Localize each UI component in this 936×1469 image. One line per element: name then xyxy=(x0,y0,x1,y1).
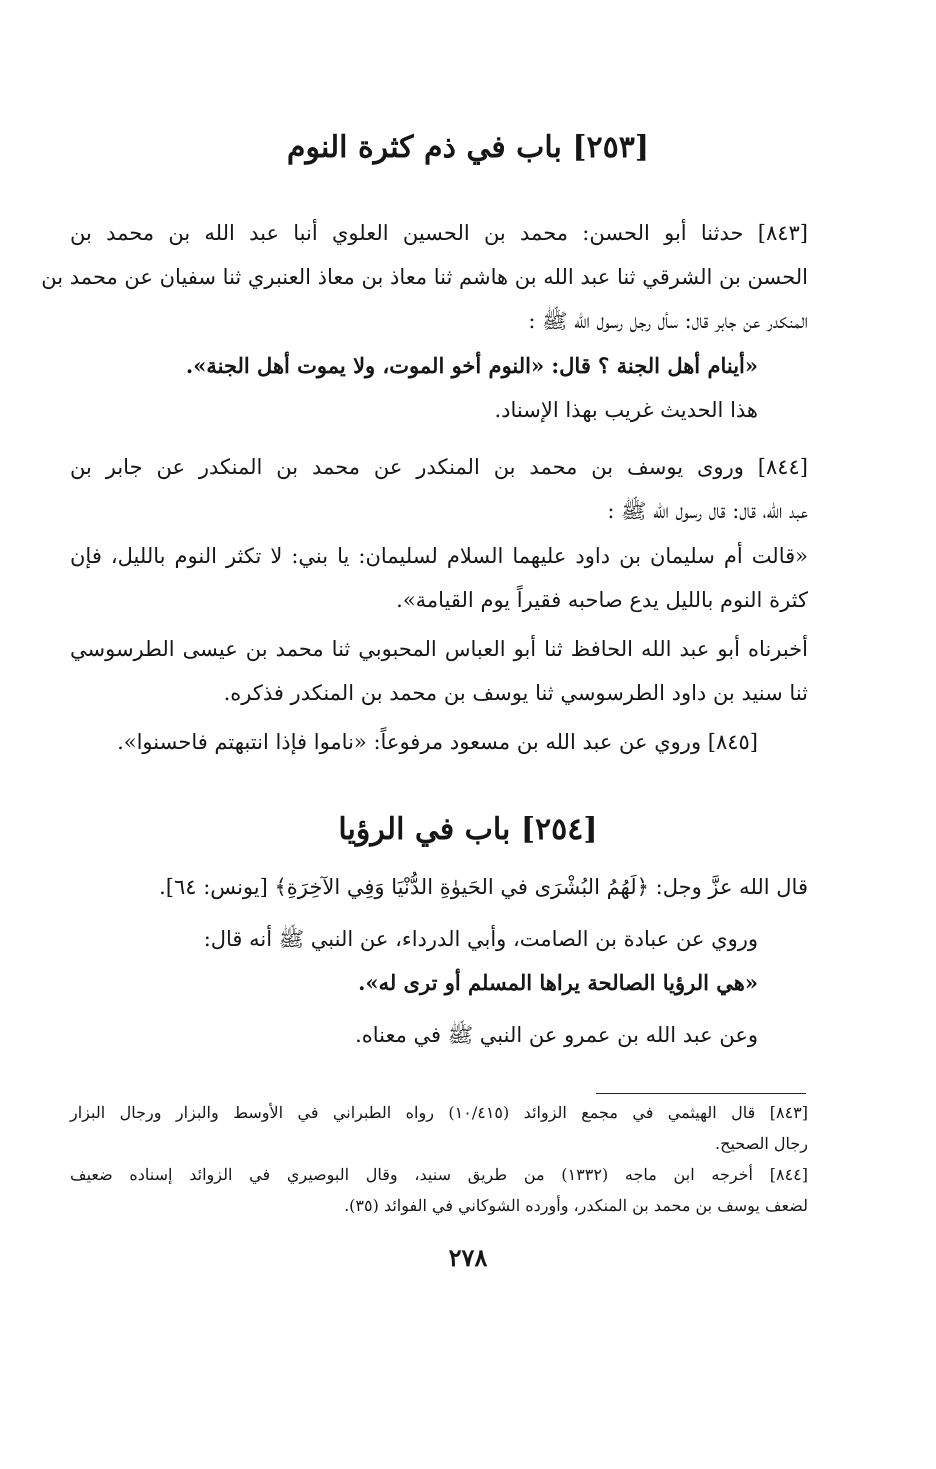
hadith-844 xyxy=(70,445,808,533)
page-number: ٢٧٨ xyxy=(448,1243,488,1272)
footnote-844-line-2: لضعف يوسف بن محمد بن المنكدر، وأورده الشوكاني في الفوائد (٣٥). xyxy=(344,1196,808,1215)
hadith-844-line-1: [٨٤٤] وروى يوسف بن محمد بن المنكدر عن محمد بن المنكدر عن جابر بن xyxy=(70,455,808,479)
footnotes xyxy=(70,1097,808,1221)
hadith-844-quote xyxy=(70,534,808,622)
section-heading-254: [٢٥٤] باب في الرؤيا xyxy=(338,812,598,847)
hadith-843-line-2: الحسن بن الشرقي ثنا عبد الله بن هاشم ثنا معاذ بن معاذ العنبري ثنا سفيان عن محمد بن xyxy=(41,265,808,289)
hadith-844-line-2: عبد الله، قال: قال رسول الله ﷺ : xyxy=(607,499,808,523)
hadith-843-grading: هذا الحديث غريب بهذا الإسناد. xyxy=(494,398,758,422)
hadith-844-isnad-line-1: أخبرناه أبو عبد الله الحافظ ثنا أبو العباس المحبوبي ثنا محمد بن عيسى الطرسوسي xyxy=(70,637,808,661)
hadith-843-line-1: [٨٤٣] حدثنا أبو الحسن: محمد بن الحسين العلوي أنبا عبد الله بن محمد بن xyxy=(70,221,808,245)
hadith-843-line-3: المنكدر عن جابر قال: سأل رجل رسول الله ﷺ : xyxy=(528,309,808,333)
section-254-closing xyxy=(70,1013,758,1057)
hadith-quote-ruya: «هي الرؤيا الصالحة يراها المسلم أو ترى له». xyxy=(358,970,758,995)
hadith-843 xyxy=(41,211,808,343)
section-254-body xyxy=(70,917,758,1005)
hadith-843-quote: «أينام أهل الجنة ؟ قال: «النوم أخو الموت، ولا يموت أهل الجنة». xyxy=(185,353,758,378)
section-254-verse xyxy=(70,865,808,909)
section-heading-253: [٢٥٣] باب في ذم كثرة النوم xyxy=(286,130,650,165)
narration-line: وروي عن عبادة بن الصامت، وأبي الدرداء، عن النبي ﷺ أنه قال: xyxy=(203,927,758,951)
hadith-843-quote-block xyxy=(70,344,758,432)
footnote-843-line-2: رجال الصحيح. xyxy=(715,1134,808,1153)
footnote-843-line-1: [٨٤٣] قال الهيثمي في مجمع الزوائد (١٠/٤١٥) رواه الطبراني في الأوسط والبزار ورجال البزار xyxy=(70,1103,809,1122)
hadith-844-isnad-line-2: ثنا سنيد بن داود الطرسوسي ثنا يوسف بن محمد بن المنكدر فذكره. xyxy=(223,681,808,705)
quran-verse-line: قال الله عزَّ وجل: ﴿لَهُمُ البُشْرَى في الحَيوٰةِ الدُّنْيَا وَفِي الآخِرَةِ﴾ [يونس: ٦٤]. xyxy=(159,875,808,899)
hadith-844-isnad xyxy=(70,627,808,715)
hadith-844-quote-line-1: «قالت أم سليمان بن داود عليهما السلام لسليمان: يا بني: لا تكثر النوم بالليل، فإن xyxy=(70,544,808,568)
footnote-separator xyxy=(596,1093,806,1094)
hadith-844-quote-line-2: كثرة النوم بالليل يدع صاحبه فقيراً يوم القيامة». xyxy=(396,588,808,612)
hadith-845-text: [٨٤٥] وروي عن عبد الله بن مسعود مرفوعاً: «ناموا فإذا انتبهتم فاحسنوا». xyxy=(117,730,758,754)
hadith-845 xyxy=(70,720,758,764)
closing-line: وعن عبد الله بن عمرو عن النبي ﷺ في معناه. xyxy=(355,1023,758,1047)
footnote-844-line-1: [٨٤٤] أخرجه ابن ماجه (١٣٣٢) من طريق سنيد، وقال البوصيري في الزوائد إسناده ضعيف xyxy=(70,1165,809,1184)
